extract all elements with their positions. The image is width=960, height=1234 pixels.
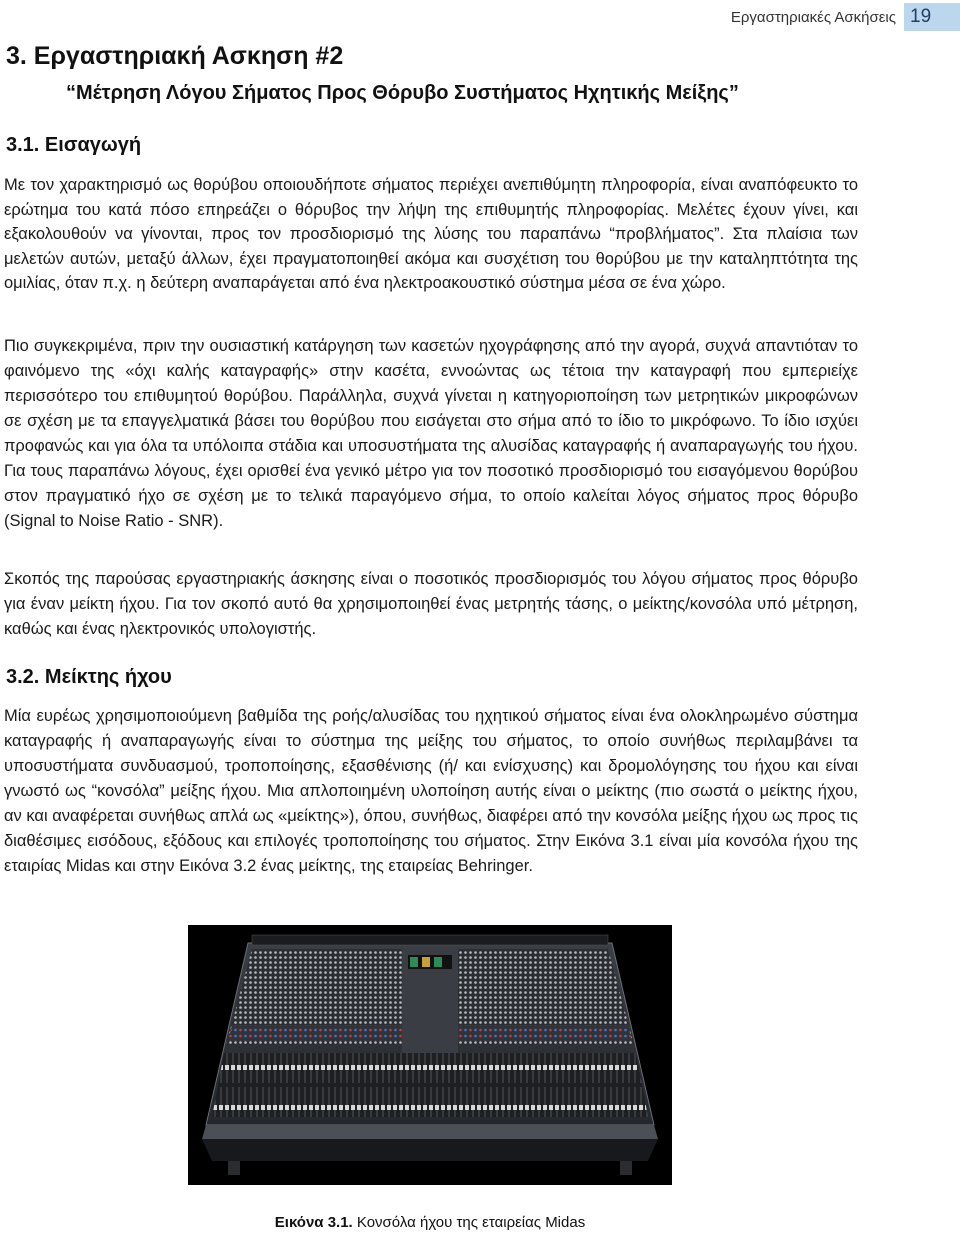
- running-title: Εργαστηριακές Ασκήσεις: [730, 8, 896, 26]
- intro-paragraph-3: Σκοπός της παρούσας εργαστηριακής άσκησης είναι ο ποσοτικός προσδιορισμός του λόγου σήματος προς θόρυβο για έναν μείκτη ήχου. Για τον σκοπό αυτό θα χρησιμοποιηθεί ένας μετρητής τάσης, ο μείκτης/κονσόλα υπό μέτρηση, καθώς και ένας ηλεκτρονικός υπολογιστής.: [4, 570, 858, 638]
- figure-caption-text: Κονσόλα ήχου της εταιρείας Midas: [352, 1214, 586, 1231]
- mixer-paragraph-1: Μία ευρέως χρησιμοποιούμενη βαθμίδα της ροής/αλυσίδας του ηχητικού σήματος είναι ένα ολοκληρωμένο σύστημα καταγραφής ή αναπαραγωγής είναι το σύστημα της μείξης του σήματος, το οποίο συνήθως περιλαμβάνει τα υποσυστήματα συνδυασμού, τροποποίησης, εξασθένισης (ή/ και ενίσχυσης) και δρομολόγησης του ήχου και είναι γνωστό ως “κονσόλα” μείξης ήχου. Μια απλοποιημένη υλοποίηση αυτής είναι ο μείκτης (πιο σωστά ο μείκτης ήχου, αν και αναφέρεται συνήθως απλά ως «μείκτης»), όπου, συνήθως, διαφέρει από την κονσόλα μείξης ήχου ως προς τις διαθέσιμες εισόδους, εξόδους και επιλογές τροποποίησης του σήματος. Στην Εικόνα 3.1 είναι μία κονσόλα ήχου της εταιρίας Midas και στην Εικόνα 3.2 ένας μείκτης, της εταιρείας Behringer.: [4, 707, 858, 875]
- page-number: 19: [904, 3, 960, 31]
- section-intro-title: 3.1. Εισαγωγή: [6, 134, 142, 156]
- page-header: [731, 4, 960, 30]
- intro-paragraph-1: Με τον χαρακτηρισμό ως θορύβου οποιουδήποτε σήματος περιέχει ανεπιθύμητη πληροφορία, είναι αναπόφευκτο το ερώτημα του κατά πόσο επηρεάζει ο θόρυβος την λήψη της επιθυμητής πληροφορίας. Μελέτες έχουν γίνει, και εξακολουθούν να γίνονται, προς τον προσδιορισμό της λύσης του παραπάνω “προβλήματος”. Στα πλαίσια των μελετών αυτών, μεταξύ άλλων, έχει πραγματοποιηθεί ακόμα και συσχέτιση του θορύβου με την καταληπτότητα της ομιλίας, όταν π.χ. η δεύτερη αναπαράγεται από ένα ηλεκτροακουστικό σύστημα μέσα σε ένα χώρο.: [4, 176, 858, 292]
- figure-label: Εικόνα 3.1.: [274, 1214, 353, 1231]
- intro-paragraph-2: Πιο συγκεκριμένα, πριν την ουσιαστική κατάργηση των κασετών ηχογράφησης από την αγορά, συχνά απαντιόταν το φαινόμενο της «όχι καλής καταγραφής» στην κασέτα, εννοώντας ως τέτοια την καταγραφή που εμπεριείχε περισσότερο του επιθυμητού θορύβου. Παράλληλα, συχνά γίνεται η κατηγοριοποίηση των μετρητικών μικροφώνων σε σχέση με τα επαγγελματικά βάσει του θορύβου που εισάγεται στο σήμα από το ίδιο το μικρόφωνο. Το ίδιο ισχύει προφανώς και για όλα τα υπόλοιπα στάδια και υποσυστήματα της αλυσίδας καταγραφής ή αναπαραγωγής του ήχου. Για τους παραπάνω λόγους, έχει ορισθεί ένα γενικό μέτρο για τον ποσοτικό προσδιορισμό του εισαγόμενου θορύβου στον πραγματικό ήχο σε σχέση με το τελικά παραγόμενο σήμα, το οποίο καλείται λόγος σήματος προς θόρυβο (Signal to Noise Ratio - SNR).: [4, 337, 858, 530]
- chapter-title: 3. Εργαστηριακή Ασκηση #2: [6, 42, 344, 70]
- section-mixer-title: 3.2. Μείκτης ήχου: [6, 666, 172, 688]
- mixing-console-photo: [188, 925, 672, 1185]
- chapter-subtitle: “Μέτρηση Λόγου Σήματος Προς Θόρυβο Συστήματος Ηχητικής Μείξης”: [66, 82, 739, 104]
- figure-caption: [0, 1214, 860, 1231]
